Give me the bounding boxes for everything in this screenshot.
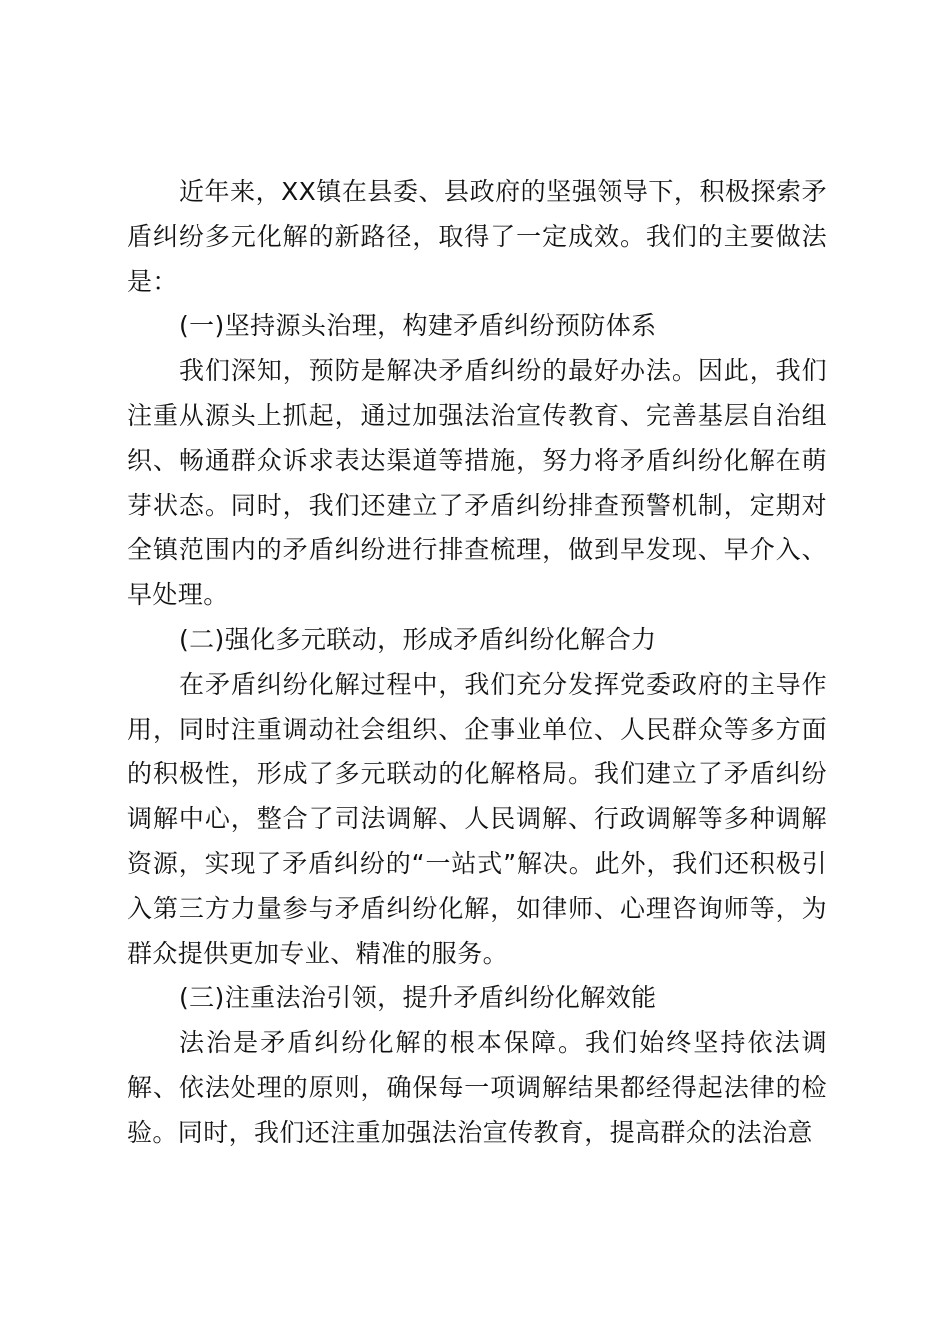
intro-paragraph: 近年来，XX镇在县委、县政府的坚强领导下，积极探索矛盾纠纷多元化解的新路径，取得了一定成效。我们的主要做法是： bbox=[127, 177, 827, 296]
section-heading-2: (二)强化多元联动，形成矛盾纠纷化解合力 bbox=[179, 624, 657, 654]
section-heading-1: (一)坚持源头治理，构建矛盾纠纷预防体系 bbox=[179, 311, 657, 341]
section-paragraph-2: 在矛盾纠纷化解过程中，我们充分发挥党委政府的主导作用，同时注重调动社会组织、企事业单位、人民群众等多方面的积极性，形成了多元联动的化解格局。我们建立了矛盾纠纷调解中心，整合了司法调解、人民调解、行政调解等多种调解资源，实现了矛盾纠纷的“一站式”解决。此外，我们还积极引入第三方力量参与矛盾纠纷化解，如律师、心理咨询师等，为群众提供更加专业、精准的服务。 bbox=[127, 669, 827, 968]
section-paragraph-1: 我们深知，预防是解决矛盾纠纷的最好办法。因此，我们注重从源头上抓起，通过加强法治宣传教育、完善基层自治组织、畅通群众诉求表达渠道等措施，努力将矛盾纠纷化解在萌芽状态。同时，我们还建立了矛盾纠纷排查预警机制，定期对全镇范围内的矛盾纠纷进行排查梳理，做到早发现、早介入、早处理。 bbox=[127, 356, 827, 610]
section-paragraph-3: 法治是矛盾纠纷化解的根本保障。我们始终坚持依法调解、依法处理的原则，确保每一项调解结果都经得起法律的检验。同时，我们还注重加强法治宣传教育，提高群众的法治意 bbox=[127, 1028, 827, 1147]
document-body bbox=[127, 170, 827, 1156]
section-heading-3: (三)注重法治引领，提升矛盾纠纷化解效能 bbox=[179, 983, 657, 1013]
